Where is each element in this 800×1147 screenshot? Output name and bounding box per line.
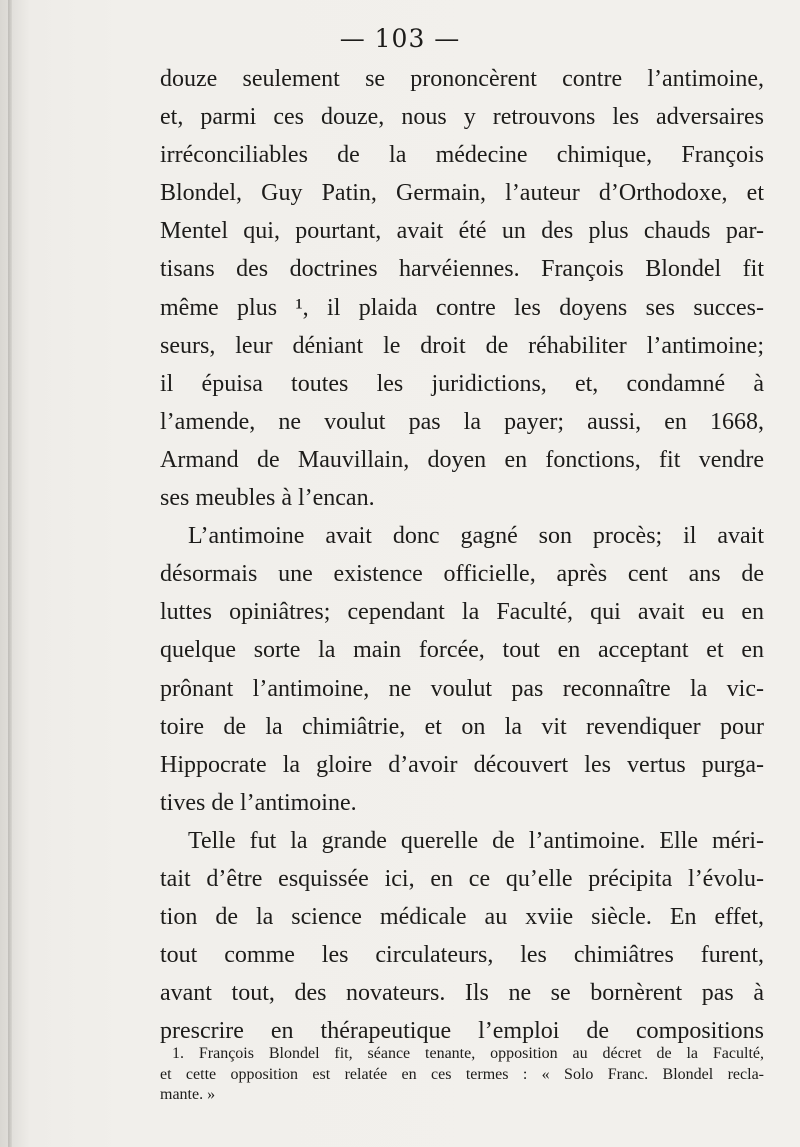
- body-line: tisans des doctrines harvéiennes. François Blondel fit: [160, 256, 764, 283]
- body-line: Blondel, Guy Patin, Germain, l’auteur d’Orthodoxe, et: [160, 180, 764, 207]
- body-text: [160, 60, 764, 1050]
- body-line: prônant l’antimoine, ne voulut pas reconnaître la vic-: [160, 675, 764, 702]
- body-line: tout comme les circulateurs, les chimiâtres furent,: [160, 942, 764, 969]
- body-line: Mentel qui, pourtant, avait été un des plus chauds par-: [160, 218, 764, 245]
- body-line: luttes opiniâtres; cependant la Faculté, qui avait eu en: [160, 599, 764, 626]
- body-line: prescrire en thérapeutique l’emploi de compositions: [160, 1018, 764, 1045]
- body-line: désormais une existence officielle, après cent ans de: [160, 561, 764, 588]
- page-number: — 103 —: [339, 24, 461, 53]
- body-line: Hippocrate la gloire d’avoir découvert les vertus purga-: [160, 751, 764, 778]
- body-line: seurs, leur déniant le droit de réhabiliter l’antimoine;: [160, 332, 764, 359]
- body-line: et, parmi ces douze, nous y retrouvons les adversaires: [160, 104, 764, 131]
- body-line: ses meubles à l’encan.: [160, 485, 375, 512]
- body-line: avant tout, des novateurs. Ils ne se bornèrent pas à: [160, 980, 764, 1007]
- body-line: même plus ¹, il plaida contre les doyens ses succes-: [160, 294, 764, 321]
- body-line: douze seulement se prononcèrent contre l’antimoine,: [160, 66, 764, 92]
- body-line: Armand de Mauvillain, doyen en fonctions, fit vendre: [160, 446, 764, 473]
- body-line: irréconciliables de la médecine chimique, François: [160, 142, 764, 169]
- paragraph-start-line: Telle fut la grande querelle de l’antimoine. Elle méri-: [188, 827, 764, 854]
- body-line: l’amende, ne voulut pas la payer; aussi, en 1668,: [160, 408, 764, 435]
- paragraph-start-line: L’antimoine avait donc gagné son procès; il avait: [188, 523, 764, 550]
- body-line: quelque sorte la main forcée, tout en acceptant et en: [160, 637, 764, 664]
- body-line: tives de l’antimoine.: [160, 789, 357, 816]
- body-line: tion de la science médicale au xviie siècle. En effet,: [160, 904, 764, 931]
- footnote-line: 1. François Blondel fit, séance tenante, opposition au décret de la Faculté,: [172, 1045, 764, 1062]
- footnote-line: mante. »: [160, 1086, 216, 1103]
- page-spine-shadow: [8, 0, 12, 1147]
- footnote-line: et cette opposition est relatée en ces termes : « Solo Franc. Blondel recla-: [160, 1065, 764, 1083]
- body-line: tait d’être esquissée ici, en ce qu’elle précipita l’évolu-: [160, 865, 764, 892]
- body-line: il épuisa toutes les juridictions, et, condamné à: [160, 370, 764, 397]
- body-line: toire de la chimiâtrie, et on la vit revendiquer pour: [160, 713, 764, 740]
- footnotes: [160, 1044, 764, 1106]
